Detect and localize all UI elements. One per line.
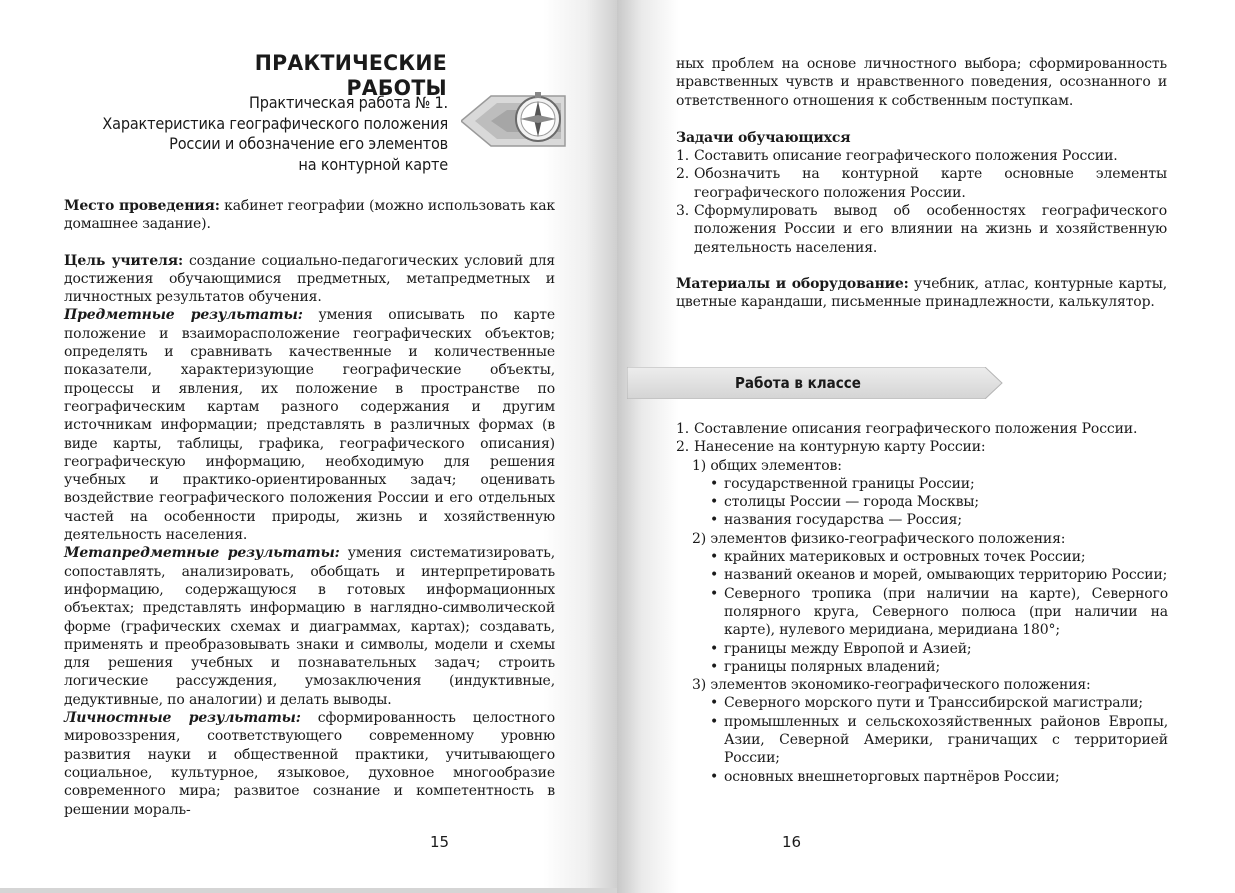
- class-item-number: 2.: [676, 439, 690, 456]
- list-item: [710, 548, 1168, 566]
- goal-paragraph: [64, 252, 555, 307]
- meta-results-label: Метапредметные результаты:: [64, 545, 340, 562]
- list-item-text: названий океанов и морей, омывающих территорию России;: [724, 567, 1168, 584]
- left-page: [0, 0, 617, 893]
- work-title: [93, 93, 448, 175]
- list-item: [710, 511, 1168, 529]
- place-label: Место проведения:: [64, 198, 220, 214]
- place-text: кабинет географии (можно использовать как домашнее задание).: [64, 198, 556, 233]
- materials-paragraph: [676, 275, 1167, 312]
- goal-label: Цель учителя:: [64, 252, 183, 269]
- subject-results-label: Предметные результаты:: [64, 307, 303, 324]
- list-item-text: названия государства — Россия;: [724, 512, 962, 529]
- banner-label: Работа в классе: [735, 374, 861, 392]
- task-text: Составить описание географического положения России.: [694, 148, 1118, 165]
- task-number: 2.: [676, 166, 690, 183]
- list-item: [710, 640, 1168, 658]
- meta-results-text: умения систематизировать, сопоставлять, анализировать, обобщать и интерпретировать информацию, содержащуюся в готовых информационных объектах; представлять информацию в наглядно-символической форме (графических схемах и диаграммах, картах); создавать, применять и преобразовывать знаки и символы, модели и схемы для решения учебных и познавательных задач; строить логические рассуждения, умозаключения (индуктивные, дедуктивные, по аналогии) и делать выводы.: [64, 545, 555, 708]
- list-item-text: границы между Европой и Азией;: [724, 640, 972, 657]
- work-title-line: на контурной карте: [298, 155, 448, 174]
- bullet-icon: •: [710, 713, 719, 730]
- materials-text: учебник, атлас, контурные карты, цветные карандаши, письменные принадлежности, калькулятор.: [676, 275, 1168, 311]
- right-body: [676, 55, 1167, 312]
- bullet-icon: •: [710, 475, 719, 492]
- list-item-text: Северного морского пути и Транссибирской магистрали;: [724, 695, 1143, 712]
- work-title-line: Практическая работа № 1.: [248, 94, 448, 112]
- list-item-text: государственной границы России;: [724, 475, 975, 492]
- personal-results-text: сформированность целостного мировоззрения, соответствующего современному уровню развития науки и общественной практики, учитывающего социальное, культурное, языковое, духовное многообразие современного мира; развитое сознание и компетентность в решении мораль-: [64, 710, 556, 818]
- work-title-line: России и обозначение его элементов: [169, 135, 448, 153]
- task-item: [676, 202, 1167, 257]
- bullet-icon: •: [710, 585, 719, 602]
- materials-label: Материалы и оборудование:: [676, 275, 909, 292]
- sublist-title: 1) общих элементов:: [692, 457, 842, 474]
- bullet-icon: •: [710, 494, 719, 511]
- bullet-icon: •: [710, 658, 719, 675]
- bullet-icon: •: [710, 567, 719, 584]
- task-number: 3.: [676, 203, 690, 220]
- left-body: [64, 197, 555, 819]
- list-item: [710, 713, 1168, 768]
- class-work-list: [676, 420, 1168, 786]
- list-item: [710, 585, 1168, 640]
- task-number: 1.: [676, 148, 690, 165]
- bullet-icon: •: [710, 512, 719, 529]
- list-item: [710, 658, 1168, 676]
- list-item: [710, 493, 1168, 511]
- list-item-text: границы полярных владений;: [724, 658, 941, 675]
- bullet-icon: •: [710, 768, 719, 785]
- task-text: Обозначить на контурной карте основные элементы географического положения России.: [694, 166, 1167, 201]
- subject-results-paragraph: [64, 306, 555, 544]
- meta-results-paragraph: [64, 544, 555, 709]
- task-text: Сформулировать вывод об особенностях географического положения России и его влиянии на жизнь и хозяйственную деятельность населения.: [694, 203, 1167, 256]
- list-item-text: столицы России — города Москвы;: [724, 494, 979, 511]
- bullet-icon: •: [710, 695, 719, 712]
- page-number-right: 16: [782, 833, 802, 851]
- sublist-title: 3) элементов экономико-географического положения:: [692, 677, 1091, 694]
- personal-results-paragraph: [64, 709, 555, 819]
- list-item-text: основных внешнеторговых партнёров России;: [724, 768, 1060, 785]
- class-item-number: 1.: [676, 421, 690, 437]
- list-item: [710, 475, 1168, 493]
- bullet-icon: •: [710, 640, 719, 657]
- goal-text: создание социально-педагогических условий для достижения обучающимися предметных, метапредметных и личностных результатов обучения.: [64, 252, 555, 306]
- list-item-text: крайних материковых и островных точек России;: [724, 549, 1086, 566]
- class-item-text: Составление описания географического положения России.: [694, 421, 1138, 437]
- class-item: [676, 438, 1168, 456]
- class-item-text: Нанесение на контурную карту России:: [694, 439, 986, 456]
- list-item: [710, 694, 1168, 712]
- task-item: [676, 147, 1167, 165]
- task-item: [676, 165, 1167, 202]
- list-item: [710, 768, 1168, 786]
- tasks-heading: Задачи обучающихся: [676, 129, 851, 146]
- page-number-left: 15: [430, 833, 450, 851]
- class-item: [676, 420, 1168, 438]
- subject-results-text: умения описывать по карте положение и взаиморасположение географических объектов; определять и сравнивать качественные и количественные показатели, характеризующие географические объекты, процессы и явления, их положение в пространстве по географическим картам разного содержания и другим источникам информации; представлять в различных формах (в виде карты, таблицы, графика, географического описания) географическую информацию, необходимую для решения учебных и практико-ориентированных задач; оценивать воздействие географического положения России и его отдельных частей на особенности природы, жизнь и хозяйственную деятельность населения.: [64, 307, 555, 544]
- bullet-icon: •: [710, 549, 719, 566]
- sublist-title: 2) элементов физико-географического положения:: [692, 530, 1066, 547]
- work-title-line: Характеристика географического положения: [102, 114, 449, 133]
- compass-icon: [461, 88, 566, 154]
- list-item: [710, 566, 1168, 584]
- section-heading: ПРАКТИЧЕСКИЕ РАБОТЫ: [254, 51, 447, 101]
- place-paragraph: [64, 197, 555, 234]
- list-item-text: промышленных и сельскохозяйственных районов Европы, Азии, Северной Америки, граничащих с территорией России;: [724, 713, 1168, 767]
- continuation-paragraph: ных проблем на основе личностного выбора; сформированность нравственных чувств и нравственного поведения, осознанного и ответственного отношения к собственным поступкам.: [676, 56, 1167, 109]
- personal-results-label: Личностные результаты:: [64, 710, 301, 727]
- list-item-text: Северного тропика (при наличии на карте), Северного полярного круга, Северного полюса (при наличии на карте), нулевого меридиана, меридиана 180°;: [724, 585, 1168, 639]
